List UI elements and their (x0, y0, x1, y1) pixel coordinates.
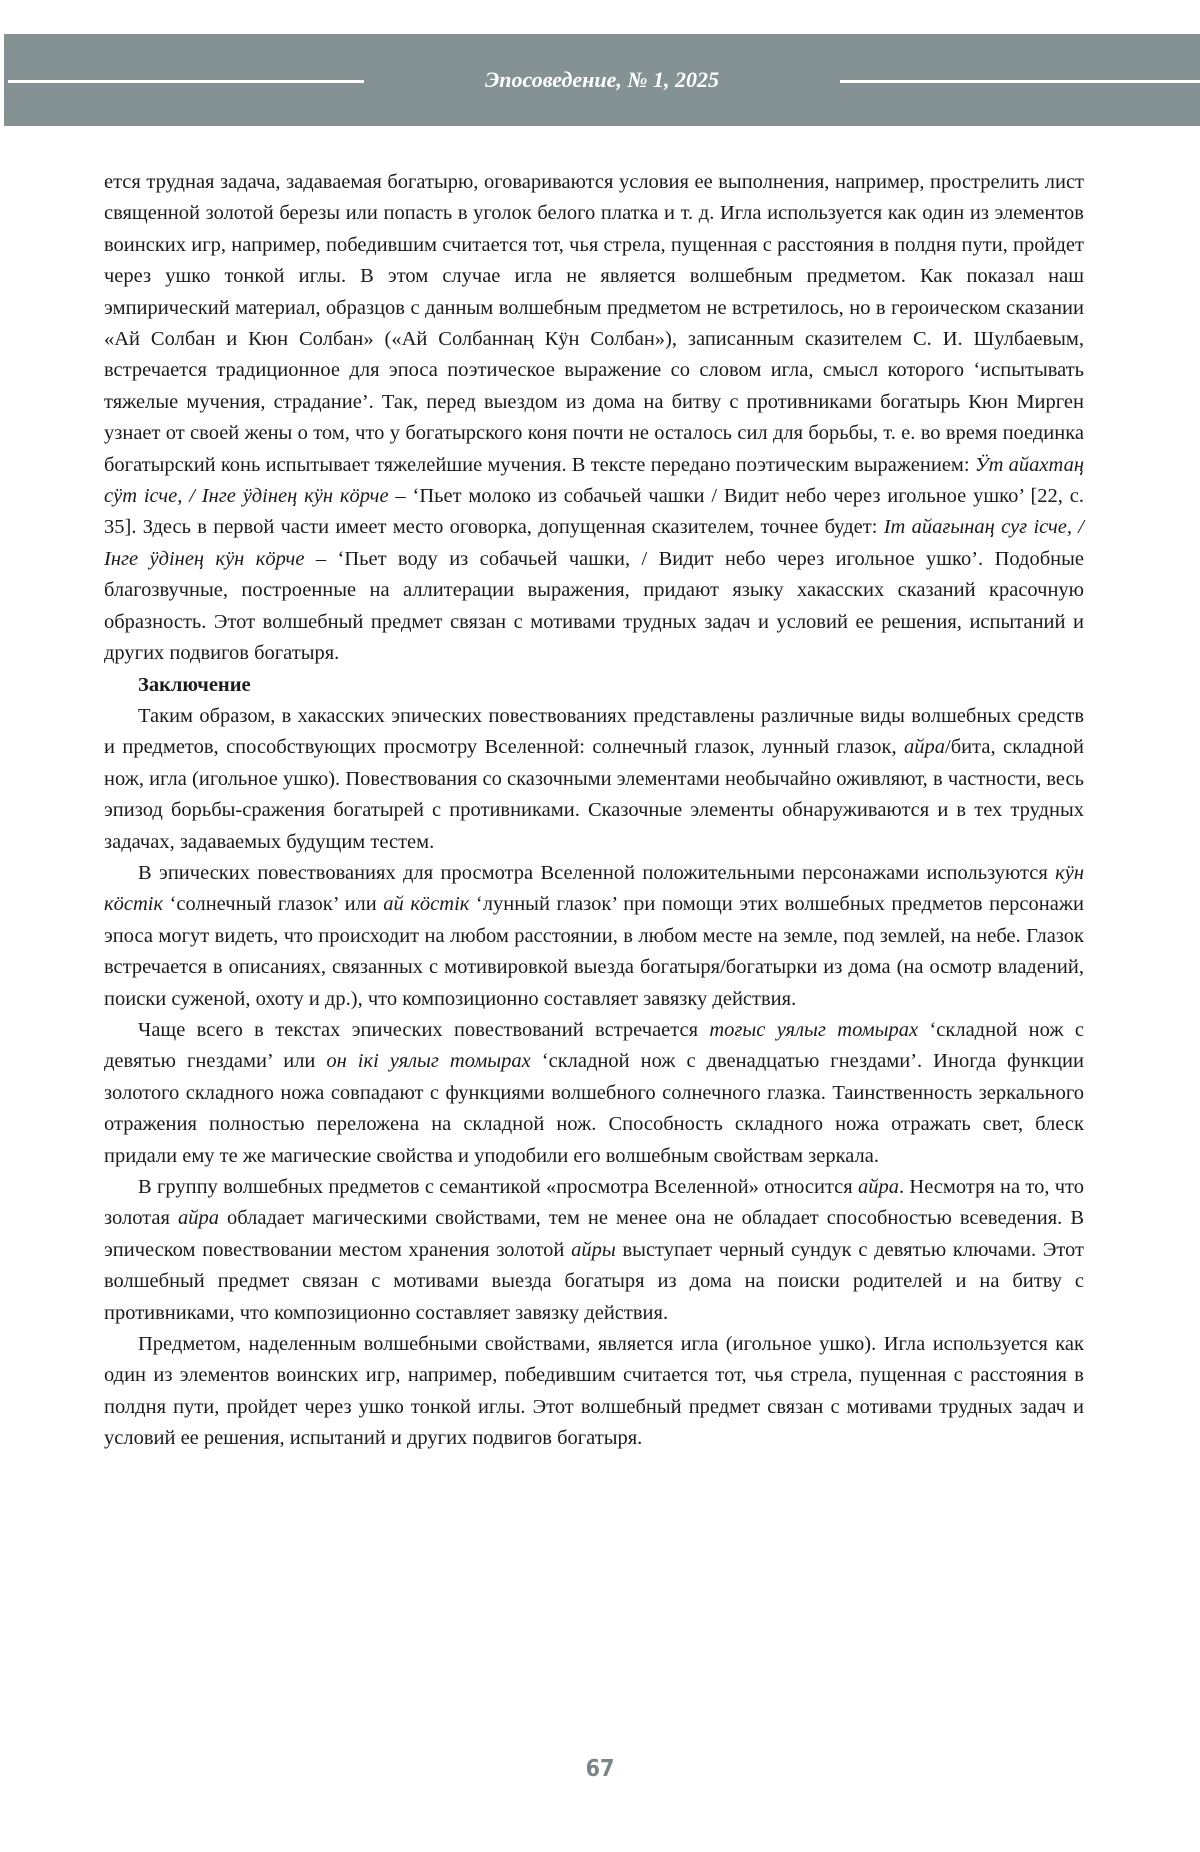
text-run: ‘лунный глазок’ при помощи этих волшебных предметов персонажи эпоса могут видеть, что происходит на любом расстоянии, в любом месте на земле, под землей, на небе. Глазок встречается в описаниях, связанных с мотивировкой выезда богатыря/богатырки из дома (на осмотр владений, поиски суженой, охоту и др.), что композиционно составляет завязку действия. (104, 893, 1084, 1010)
text-run: Чаще всего в текстах эпических повествований встречается (138, 1018, 710, 1041)
paragraph-1 (104, 167, 1084, 670)
italic-term: Ӱт айахтаң сӱт ісче, / Інге ӱдінең кӱн кӧрче (104, 453, 1084, 508)
italic-term: айра (904, 736, 946, 759)
paragraph-6 (104, 1329, 1084, 1455)
italic-term: ай кӧстік (383, 893, 470, 916)
article-body (104, 167, 1084, 1455)
page-number: 67 (585, 1756, 615, 1782)
italic-term: айра (177, 1207, 219, 1230)
paragraph-3 (104, 858, 1084, 1015)
text-run: обладает магическими свойствами, тем не менее она не обладает способностью всеведения. В эпическом повествовании местом хранения золотой (104, 1207, 1085, 1261)
header-rule-left (8, 80, 364, 83)
text-run: Таким образом, в хакасских эпических повествованиях представлены различные виды волшебных средств и предметов, способствующих просмотру Вселенной: солнечный глазок, лунный глазок, (104, 704, 1084, 759)
italic-term: айра (857, 1176, 899, 1198)
header-rule-right (840, 80, 1200, 83)
text-run: . Несмотря на то, что золотая (104, 1176, 1084, 1230)
journal-header-bar (4, 34, 1200, 126)
text-run: – ‘Пьет молоко из собачьей чашки / Видит небо через игольное ушко’ [22, с. 35]. Здесь в первой части имеет место оговорка, допущенная сказителем, точнее будет: (104, 485, 1085, 539)
text-run: ‘солнечный глазок’ или (163, 893, 384, 916)
journal-title: Эпосоведение, № 1, 2025 (484, 67, 720, 92)
italic-term: он ікі уялыг томырах (326, 1050, 531, 1073)
text-run: В группу волшебных предметов с семантикой «просмотра Вселенной» относится (138, 1176, 858, 1198)
italic-term: тоғыс уялыг томырах (709, 1018, 919, 1041)
text-run: выступает черный сундук с девятью ключами. Этот волшебный предмет связан с мотивами выезда богатыря из дома на поиски родителей и на битву с противниками, что композиционно составляет завязку действия. (104, 1238, 1084, 1324)
paragraph-5 (104, 1172, 1084, 1329)
italic-term: Іт айағынаң суғ ісче, / Інге ӱдінең кӱн кӧрче (104, 516, 1084, 570)
paragraph-4 (104, 1015, 1084, 1172)
text-run: В эпических повествованиях для просмотра Вселенной положительными персонажами используются (138, 861, 1056, 884)
text-run: – ‘Пьет воду из собачьей чашки, / Видит небо через игольное ушко’. Подобные благозвучные, построенные на аллитерации выражения, придают языку хакасских сказаний красочную образность. Этот волшебный предмет связан с мотивами трудных задач и условий ее решения, испытаний и других подвигов богатыря. (104, 547, 1084, 665)
italic-term: айры (571, 1238, 616, 1261)
text-run: ется трудная задача, задаваемая богатырю, оговариваются условия ее выполнения, например, прострелить лист священной золотой березы или попасть в уголок белого платка и т. д. Игла используется как один из элементов воинских игр, например, победившим считается тот, чья стрела, пущенная с расстояния в полдня пути, пройдет через ушко тонкой иглы. В этом случае игла не является волшебным предметом. Как показал наш эмпирический материал, образцов с данным волшебным предметом не встретилось, но в героическом сказании «Ай Солбан и Кюн Солбан» («Ай Солбаннаң Кӱн Солбан»), записанным сказителем С. И. Шулбаевым, встречается традиционное для эпоса поэтическое выражение со словом игла, смысл которого ‘испытывать тяжелые мучения, страдание’. Так, перед выездом из дома на битву с противниками богатырь Кюн Мирген узнает от своей жены о том, что у богатырского коня почти не осталось сил для борьбы, т. е. во время поединка богатырский конь испытывает тяжелейшие мучения. В тексте передано поэтическим выражением: (104, 171, 1084, 476)
text-run: ‘складной нож с двенадцатью гнездами’. Иногда функции золотого складного ножа совпадают с функциями волшебного солнечного глазка. Таинственность зеркального отражения полностью переложена на складной нож. Способность складного ножа отражать свет, блеск придали ему те же магические свойства и уподобили его волшебным свойствам зеркала. (104, 1050, 1084, 1167)
text-run: ‘складной нож с девятью гнездами’ или (104, 1018, 1084, 1073)
italic-term: кӱн кӧстік (104, 861, 1084, 916)
section-heading-conclusion: Заключение (138, 673, 251, 696)
paragraph-2 (104, 701, 1084, 858)
text-run: /бита, складной нож, игла (игольное ушко). Повествования со сказочными элементами необычайно оживляют, в частности, весь эпизод борьбы-сражения богатырей с противниками. Сказочные элементы обнаруживаются и в тех трудных задачах, задаваемых будущим тестем. (104, 736, 1084, 853)
text-run: Предметом, наделенным волшебными свойствами, является игла (игольное ушко). Игла используется как один из элементов воинских игр, например, победившим считается тот, чья стрела, пущенная с расстояния в полдня пути, пройдет через ушко тонкой иглы. Этот волшебный предмет связан с мотивами трудных задач и условий ее решения, испытаний и других подвигов богатыря. (104, 1333, 1084, 1450)
